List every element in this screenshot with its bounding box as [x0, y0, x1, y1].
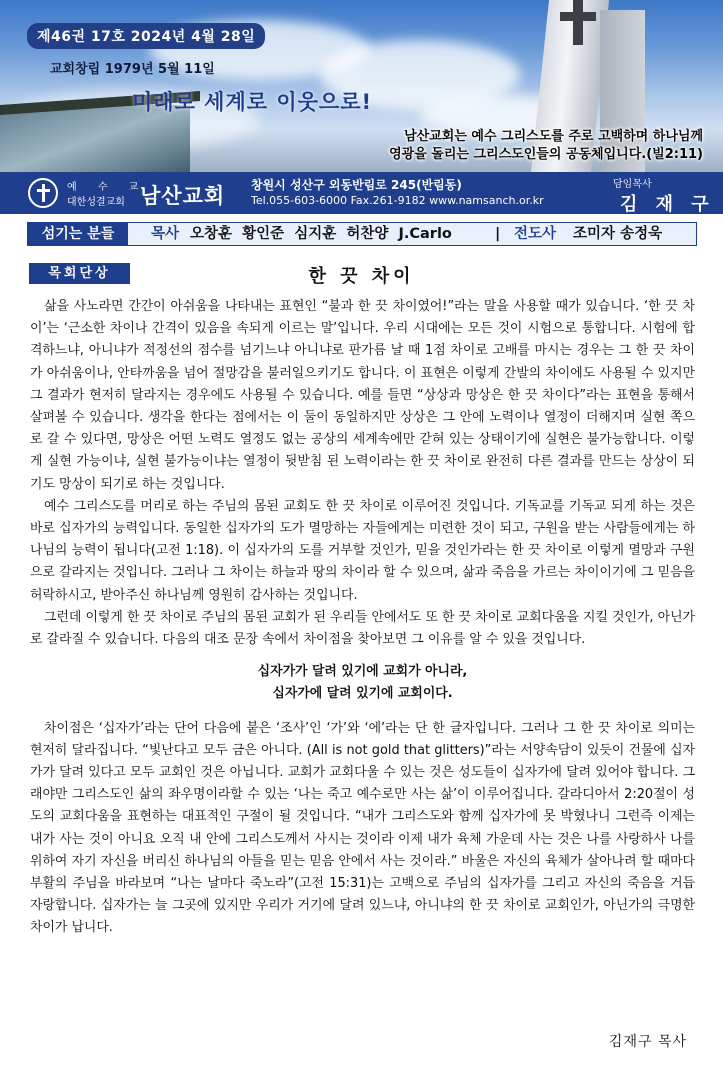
- article-paragraph: 예수 그리스도를 머리로 하는 주님의 몸된 교회도 한 끗 차이로 이루어진 것입니다. 기독교를 기독교 되게 하는 것은 바로 십자가의 능력입니다. 동일한 십자가의 도가 멸망하는 자들에게는 미련한 것이 되고, 구원을 받는 사람들에게는 하나님의 능력이 됩니다(고전 1:18). 이 십자가의 도를 거부할 것인가, 믿을 것인가라는 한 끗 차이로 이렇게 멸망과 구원으로 갈라지는 것입니다. 그러나 그 차이는 하늘과 땅의 차이라 할 수 있으며, 삶과 죽음을 가르는 차이이기에 그 믿음을 허락하시고, 받아주신 하나님께 영원히 감사하는 것입니다.: [30, 498, 695, 603]
- pastor-title: 담임목사: [613, 179, 652, 190]
- vision-line-1: 남산교회는 예수 그리스도를 주로 고백하며 하나님께: [404, 129, 703, 144]
- founding-date: 교회창립 1979년 5월 11일: [50, 62, 215, 77]
- pastor-name: 김 재 구: [620, 194, 715, 215]
- church-name: 남산교회: [140, 184, 226, 208]
- article-body: [30, 296, 695, 940]
- article-paragraph: 그런데 이렇게 한 끗 차이로 주님의 몸된 교회가 된 우리들 안에서도 또 한 끗 차이로 교회다움을 지킬 것인가, 아닌가로 갈라질 수 있습니다. 다음의 대조 문장 속에서 차이점을 찾아보면 그 이유를 알 수 있을 것입니다.: [30, 609, 695, 648]
- article-paragraph: 삶을 사노라면 간간이 아쉬움을 나타내는 표현인 “불과 한 끗 차이였어!”라는 말을 사용할 때가 있습니다. ‘한 끗 차이’는 ‘근소한 차이나 간격이 있음을 속되게 이르는 말’입니다. 우리 시대에는 모든 것이 시험으로 통합니다. 시험에 합격하느냐, 아니냐가 적정선의 점수를 넘기느냐 아니냐로 판가름 날 때 1점 차이로 고배를 마시는 경우는 그 한 끗 차이가 아쉬움이나, 안타까움을 넘어 절망감을 불러일으키기도 합니다. 이 표현은 이렇게 간발의 차이에도 사용될 수 있지만 그 결과가 현저히 달라지는 경우에도 사용될 수 있습니다. 예를 들면 “상상과 망상은 한 끗 차이다”라는 표현을 통해서 살펴볼 수 있습니다. 생각을 한다는 점에서는 이 둘이 동일하지만 상상은 그 안에 노력이나 열정이 더해지며 실현 쪽으로 갈 수 있다면, 망상은 어떤 노력도 열정도 없는 공상의 세계속에만 갇혀 있는 상태이기에 실현은 불가능합니다. 이렇게 실현 가능이냐, 실현 불가능이냐는 열정이 뒷받침 된 노력이라는 한 끗 차이로 완전히 다른 결과를 만드는 상상이 되기도 망상이 되기로 하는 것입니다.: [30, 299, 695, 492]
- church-motto: 미래로 세계로 이웃으로!: [132, 90, 373, 114]
- quote-line-2: 십자가에 달려 있기에 교회이다.: [272, 686, 453, 702]
- issue-badge: 제46권 17호 2024년 4월 28일: [27, 23, 265, 49]
- author-signature: 김재구 목사: [608, 1034, 687, 1050]
- church-address: 창원시 성산구 외동반림로 245(반림동): [251, 178, 462, 192]
- church-contact: Tel.055-603-6000 Fax.261-9182 www.namsanch.or.kr: [251, 194, 544, 207]
- pastor-list: 오창훈 황인준 심지훈 허찬양 J.Carlo: [190, 226, 452, 242]
- denomination-bottom: 대한성결교회: [67, 197, 125, 208]
- pastor-role-label: 목사: [151, 226, 180, 242]
- church-vision: [363, 128, 703, 164]
- denomination-top: 예 수 교: [67, 182, 148, 193]
- evangelist-list: 조미자 송정욱: [573, 226, 663, 242]
- evangelist-role-label: 전도사: [514, 226, 557, 242]
- cross-icon-bar: [560, 12, 596, 21]
- header-banner: [0, 0, 723, 172]
- staff-row: [27, 222, 697, 246]
- section-label: 목회단상: [29, 263, 130, 284]
- vision-line-2: 영광을 돌리는 그리스도인들의 공동체입니다.(빌2:11): [389, 147, 703, 162]
- quote-line-1: 십자가가 달려 있기에 교회가 아니라,: [257, 664, 468, 680]
- staff-label: 섬기는 분들: [28, 223, 128, 245]
- church-logo-icon: [28, 178, 58, 208]
- article-quote: [30, 661, 695, 705]
- article-title: 한 끗 차이: [308, 266, 415, 287]
- cross-icon: [573, 0, 583, 45]
- staff-separator: |: [495, 226, 501, 242]
- church-info-bar: [0, 172, 723, 214]
- article-paragraph: 차이점은 ‘십자가’라는 단어 다음에 붙은 ‘조사’인 ‘가’와 ‘에’라는 단 한 글자입니다. 그러나 그 한 끗 차이로 의미는 현저히 달라집니다. “빛난다고 모두 금은 아니다. (All is not gold that glitters)”라는 서양속담이 있듯이 건물에 십자가가 달려 있다고 모두 교회인 것은 아닙니다. 교회가 교회다울 수 있는 것은 성도들이 십자가에 달려 있어야 합니다. 그래야만 그리스도인 삶의 좌우명이라할 수 있는 ‘나는 죽고 예수로만 사는 삶’이 이루어집니다. 갈라디아서 2:20절이 성도의 교회다움을 표현하는 대표적인 구절이 될 것입니다. “내가 그리스도와 함께 십자가에 못 박혔나니 그런즉 이제는 내가 사는 것이 아니요 오직 내 안에 그리스도께서 사시는 것이라 이제 내가 육체 가운데 사는 것은 나를 사랑하사 나를 위하여 자기 자신을 버리신 하나님의 아들을 믿는 믿음 안에서 사는 것이라.” 바울은 자신의 육체가 살아나려 할 때마다 부활의 주님을 바라보며 “나는 날마다 죽노라”(고전 15:31)는 고백으로 주님의 십자가를 그리고 자신의 죽음을 거듭 자랑합니다. 십자가는 늘 그곳에 있지만 우리가 거기에 달려 있느냐, 아니냐의 한 끗 차이로 교회인가, 아닌가의 극명한 차이가 납니다.: [30, 720, 695, 936]
